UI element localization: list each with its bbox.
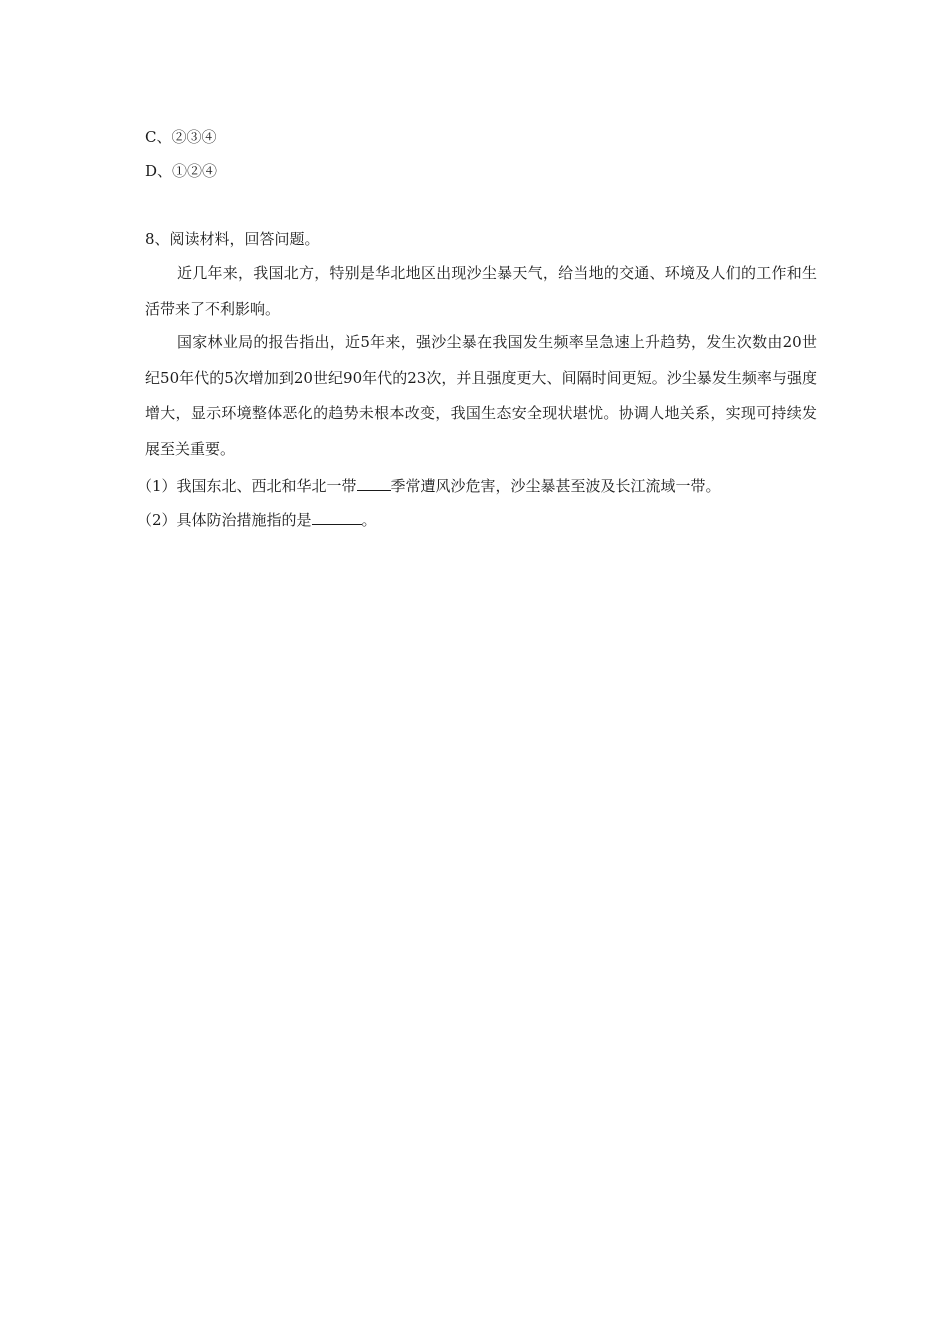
- option-c: C、②③④: [145, 128, 217, 146]
- sub-question-1-after: 季常遭风沙危害，沙尘暴甚至波及长江流域一带。: [390, 477, 721, 495]
- sub-question-1-before: （1）我国东北、西北和华北一带: [137, 477, 357, 495]
- sub-question-2-after: 。: [361, 511, 377, 529]
- answer-blank-1[interactable]: [357, 476, 391, 491]
- sub-question-1: [137, 476, 721, 496]
- material-paragraph-1: 近几年来，我国北方，特别是华北地区出现沙尘暴天气，给当地的交通、环境及人们的工作和生活带来了不利影响。: [145, 264, 817, 318]
- option-d: D、①②④: [145, 162, 218, 180]
- question-title: 8、阅读材料，回答问题。: [145, 230, 320, 248]
- material-paragraph-2: 国家林业局的报告指出，近5年来，强沙尘暴在我国发生频率呈急速上升趋势，发生次数由20世纪50年代的5次增加到20世纪90年代的23次，并且强度更大、间隔时间更短。沙尘暴发生频率与强度增大，显示环境整体恶化的趋势未根本改变，我国生态安全现状堪忧。协调人地关系，实现可持续发展至关重要。: [145, 333, 817, 458]
- sub-question-2: [137, 510, 377, 530]
- sub-question-2-before: （2）具体防治措施指的是: [137, 511, 312, 529]
- answer-blank-2[interactable]: [312, 510, 362, 525]
